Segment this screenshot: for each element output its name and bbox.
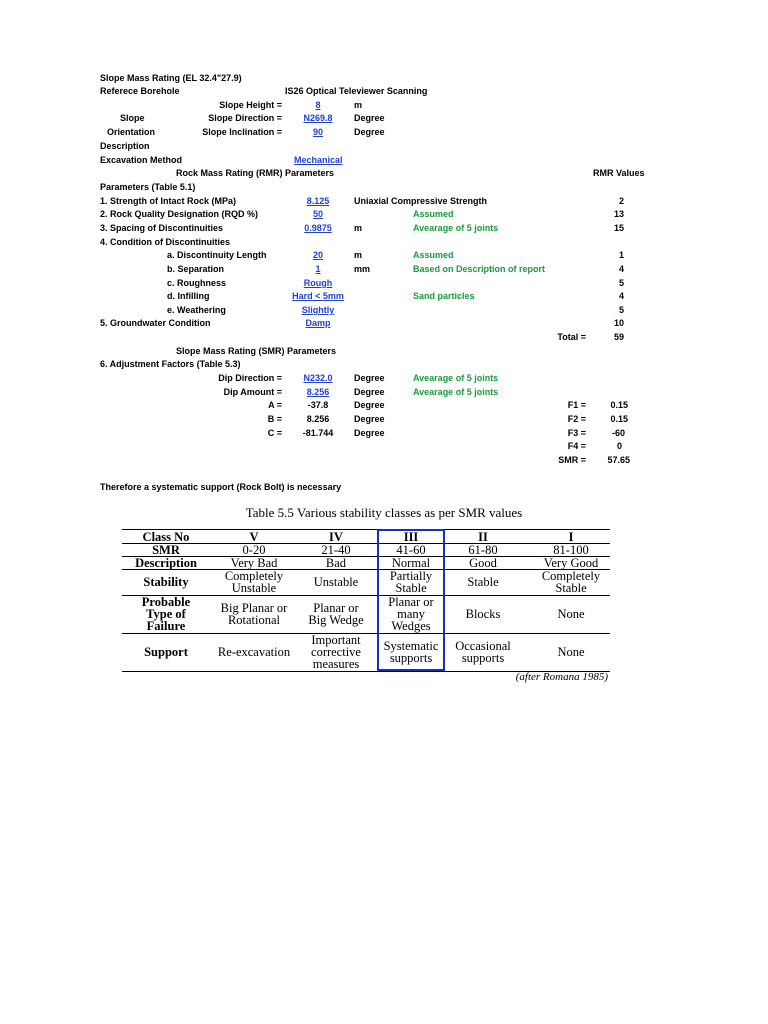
class-i: I xyxy=(568,529,574,544)
b-label: B = xyxy=(267,414,282,424)
dip-amount-value[interactable]: 8.256 xyxy=(306,387,330,397)
description-label: Description xyxy=(100,141,150,151)
dip-amount-label: Dip Amount = xyxy=(223,387,282,397)
dip-direction-value[interactable]: N232.0 xyxy=(303,373,333,383)
slope-direction-value[interactable]: N269.8 xyxy=(303,113,333,123)
row-header-stability: Stability xyxy=(143,575,189,589)
condition-row-label: c. Roughness xyxy=(167,278,227,288)
condition-row-unit: m xyxy=(354,250,363,260)
slope-inclination-unit: Degree xyxy=(354,127,385,137)
support-cell: Occasional supports xyxy=(455,639,511,665)
borehole-value: IS26 Optical Televiewer Scanning xyxy=(285,86,428,96)
rmr-row-value[interactable]: 0.9875 xyxy=(304,223,332,233)
slope-direction-label: Slope Direction = xyxy=(208,113,282,123)
stability-cell: Partially Stable xyxy=(389,569,433,595)
condition-row-label: b. Separation xyxy=(167,264,225,274)
row-header-smr: SMR xyxy=(152,542,180,557)
smr-range: 61-80 xyxy=(468,542,498,557)
description-cell: Bad xyxy=(325,555,347,570)
class-ii: II xyxy=(478,529,488,544)
borehole-label: Referece Borehole xyxy=(100,86,180,96)
condition-row-label: a. Discontinuity Length xyxy=(167,250,267,260)
rmr-row-label: 3. Spacing of Discontinuities xyxy=(100,223,224,233)
stability-table-title: Table 5.5 Various stability classes as per SMR values xyxy=(245,505,523,520)
total-label: Total = xyxy=(557,332,586,342)
support-cell: Systematic supports xyxy=(383,639,439,665)
failure-cell: Planar or many Wedges xyxy=(388,595,434,633)
rmr-values-heading: RMR Values xyxy=(593,168,645,178)
failure-cell: Planar or Big Wedge xyxy=(308,601,364,627)
smr-heading: Slope Mass Rating (SMR) Parameters xyxy=(176,346,337,356)
c-label: C = xyxy=(267,428,282,438)
c-unit: Degree xyxy=(354,428,385,438)
condition-row-unit: mm xyxy=(354,264,371,274)
condition-row-note: Assumed xyxy=(413,250,454,260)
row-header-failure: Probable Type of Failure xyxy=(141,595,191,633)
condition-row-value[interactable]: Hard < 5mm xyxy=(292,291,344,301)
rmr-row-unit: Uniaxial Compressive Strength xyxy=(354,196,488,206)
factor-label: F1 = xyxy=(567,400,586,410)
description-cell: Normal xyxy=(391,555,431,570)
condition-row-value[interactable]: Slightly xyxy=(301,305,335,315)
b-unit: Degree xyxy=(354,414,385,424)
smr-range: 41-60 xyxy=(396,542,426,557)
support-cell: Important corrective measures xyxy=(311,633,361,671)
c-value: -81.744 xyxy=(302,428,334,438)
slope-height-value[interactable]: 8 xyxy=(315,100,321,110)
condition-heading: 4. Condition of Discontinuities xyxy=(100,237,230,247)
condition-row-value[interactable]: 20 xyxy=(312,250,323,260)
condition-row-rating: 4 xyxy=(618,291,624,301)
factor-value: 0 xyxy=(616,441,622,451)
conclusion-text: Therefore a systematic support (Rock Bolt) is necessary xyxy=(100,482,342,492)
slope-label: Slope xyxy=(120,113,145,123)
failure-cell: Big Planar or Rotational xyxy=(220,601,288,627)
description-cell: Very Bad xyxy=(230,555,278,570)
a-label: A = xyxy=(268,400,282,410)
condition-row-label: d. Infilling xyxy=(167,291,210,301)
condition-row-label: e. Weathering xyxy=(167,305,226,315)
dip-direction-unit: Degree xyxy=(354,373,385,383)
adjust-heading: 6. Adjustment Factors (Table 5.3) xyxy=(100,359,241,369)
a-value: -37.8 xyxy=(307,400,329,410)
stability-cell: Completely Stable xyxy=(541,569,601,595)
rmr-row-value[interactable]: 50 xyxy=(312,209,323,219)
row-header-class: Class No xyxy=(142,529,190,544)
factor-label: F3 = xyxy=(567,428,586,438)
rmr-row-rating: 2 xyxy=(618,196,624,206)
slope-direction-unit: Degree xyxy=(354,113,385,123)
condition-row-note: Sand particles xyxy=(413,291,475,301)
b-value: 8.256 xyxy=(306,414,330,424)
dip-amount-unit: Degree xyxy=(354,387,385,397)
total-value: 59 xyxy=(613,332,624,342)
rmr-row-note: Avearage of 5 joints xyxy=(413,223,499,233)
rmr-row-label: 1. Strength of Intact Rock (MPa) xyxy=(100,196,237,206)
groundwater-value[interactable]: Damp xyxy=(305,318,331,328)
factor-value: -60 xyxy=(611,428,625,438)
groundwater-rating: 10 xyxy=(613,318,624,328)
rmr-params-heading: Parameters (Table 5.1) xyxy=(100,182,196,192)
support-cell: Re-excavation xyxy=(217,645,291,659)
slope-height-unit: m xyxy=(354,100,363,110)
factor-label: F4 = xyxy=(567,441,586,451)
rmr-row-note: Assumed xyxy=(413,209,454,219)
condition-row-rating: 1 xyxy=(618,250,624,260)
class-iv: IV xyxy=(329,529,343,544)
row-header-description: Description xyxy=(135,555,197,570)
slope-height-label: Slope Height = xyxy=(219,100,282,110)
smr-range: 21-40 xyxy=(321,542,351,557)
rmr-row-rating: 13 xyxy=(613,209,624,219)
condition-row-note: Based on Description of report xyxy=(413,264,546,274)
failure-cell: Blocks xyxy=(465,607,501,621)
a-unit: Degree xyxy=(354,400,385,410)
slope-inclination-value[interactable]: 90 xyxy=(312,127,323,137)
smr-range: 81-100 xyxy=(553,542,589,557)
smr-label: SMR = xyxy=(558,455,586,465)
rmr-row-value[interactable]: 8.125 xyxy=(306,196,330,206)
condition-row-value[interactable]: 1 xyxy=(315,264,321,274)
rmr-heading: Rock Mass Rating (RMR) Parameters xyxy=(176,168,335,178)
row-header-support: Support xyxy=(144,645,188,659)
stability-cell: Completely Unstable xyxy=(224,569,284,595)
factor-label: F2 = xyxy=(567,414,586,424)
stability-cell: Stable xyxy=(467,575,499,589)
condition-row-rating: 4 xyxy=(618,264,624,274)
class-iii-highlight xyxy=(377,529,445,671)
smr-value: 57.65 xyxy=(607,455,630,465)
description-cell: Very Good xyxy=(543,555,599,570)
support-cell: None xyxy=(557,645,585,659)
condition-row-value[interactable]: Rough xyxy=(303,278,333,288)
smr-range: 0-20 xyxy=(242,542,266,557)
groundwater-label: 5. Groundwater Condition xyxy=(100,318,211,328)
dip-direction-note: Avearage of 5 joints xyxy=(413,373,499,383)
dip-amount-note: Avearage of 5 joints xyxy=(413,387,499,397)
dip-direction-label: Dip Direction = xyxy=(218,373,282,383)
rmr-row-label: 2. Rock Quality Designation (RQD %) xyxy=(100,209,259,219)
condition-row-rating: 5 xyxy=(618,305,624,315)
stability-cell: Unstable xyxy=(313,575,359,589)
rmr-row-unit: m xyxy=(354,223,363,233)
class-iii: III xyxy=(403,529,419,544)
slope-inclination-label: Slope Inclination = xyxy=(202,127,282,137)
orientation-label: Orientation xyxy=(107,127,156,137)
excavation-value[interactable]: Mechanical xyxy=(294,155,343,165)
document-title: Slope Mass Rating (EL 32.4"27.9) xyxy=(100,73,242,83)
excavation-label: Excavation Method xyxy=(100,155,183,165)
factor-value: 0.15 xyxy=(610,400,628,410)
factor-value: 0.15 xyxy=(610,414,628,424)
table-credit: (after Romana 1985) xyxy=(515,671,608,683)
rmr-row-rating: 15 xyxy=(613,223,624,233)
condition-row-rating: 5 xyxy=(618,278,624,288)
failure-cell: None xyxy=(557,607,585,621)
class-v: V xyxy=(249,529,259,544)
description-cell: Good xyxy=(469,555,497,570)
